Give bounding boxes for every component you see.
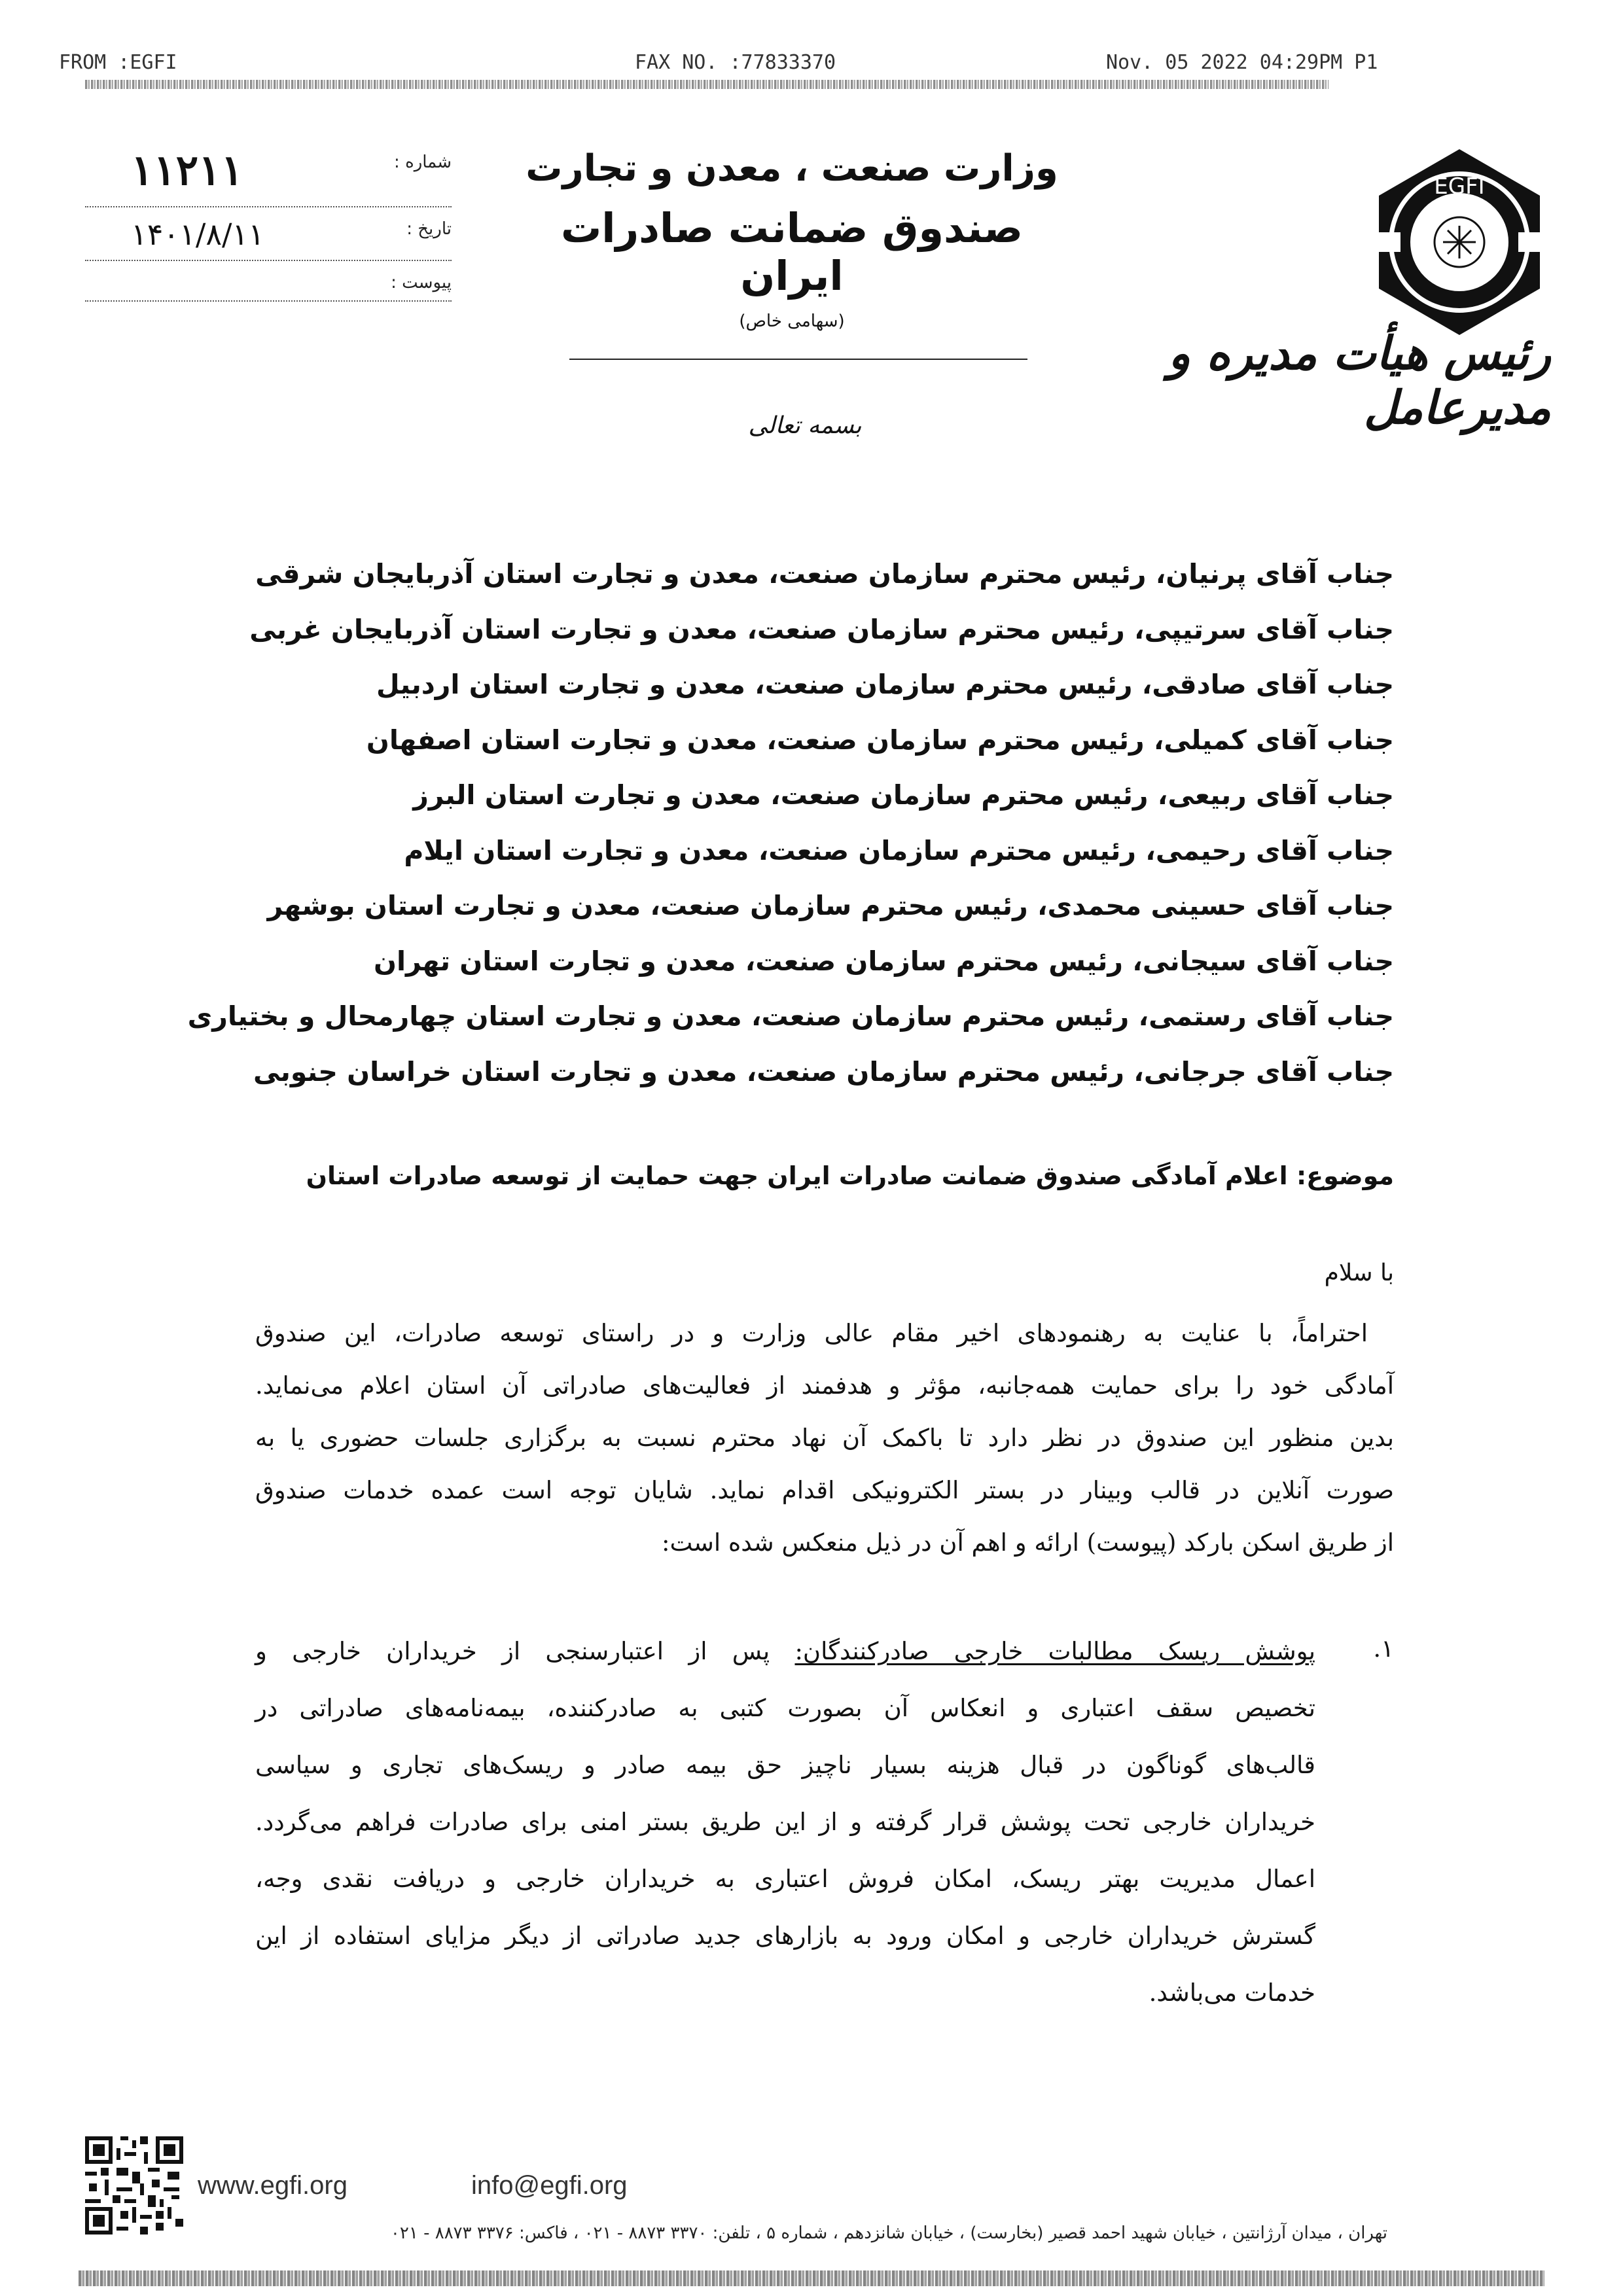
body-line: احتراماً، با عنایت به رهنمودهای اخیر مقام عالی وزارت و در راستای توسعه صادرات، این صندوق [255,1319,1368,1347]
list-line-first [255,1623,1315,1680]
list-line: خریداران خارجی تحت پوشش قرار گرفته و از این طریق بستر امنی برای صادرات فراهم می‌گردد. [255,1808,1315,1836]
list-item-heading: پوشش ریسک مطالبات خارجی صادرکنندگان: [794,1637,1315,1665]
letterhead [524,147,1060,331]
letter-attachment-label: پیوست : [391,273,452,292]
fax-date-page: Nov. 05 2022 04:29PM P1 [1106,51,1378,74]
header-divider [569,359,1027,360]
list-number: ۱. [1373,1634,1394,1663]
list-line-rest: پس از اعتبارسنجی از خریداران خارجی و [255,1637,795,1665]
list-line: تخصیص سقف اعتباری و انعکاس آن بصورت کتبی به صادرکننده، بیمه‌نامه‌های صادراتی در [255,1694,1315,1722]
qr-code-icon [85,2136,183,2234]
letter-number-label: شماره : [394,152,452,172]
letter-number-row [85,141,452,207]
list-line: اعمال مدیریت بهتر ریسک، امکان فروش اعتباری به خریداران خارجی و دریافت نقدی وجه، [255,1865,1315,1893]
footer-address: تهران ، میدان آرژانتین ، خیابان شهید احمد قصیر (بخارست) ، خیابان شانزدهم ، شماره ۵ ، تلفن: ۳۳۷۰ ۸۸۷۳ - ۰۲۱ ، فاکس: ۳۳۷۶ ۸۸۷۳ - ۰۲۱ [390,2223,1387,2243]
letter-date-label: تاریخ : [406,219,452,239]
letter-attachment-row [85,261,452,302]
recipient-line: جناب آقای سرتیپی، رئیس محترم سازمان صنعت، معدن و تجارت استان آذربایجان غربی [249,613,1394,645]
recipient-line: جناب آقای حسینی محمدی، رئیس محترم سازمان صنعت، معدن و تجارت استان بوشهر [267,890,1394,921]
letter-date-value: ۱۴۰۱/۸/۱۱ [131,217,264,252]
footer-email: info@egfi.org [471,2171,628,2200]
egfi-logo-icon [1361,144,1558,340]
letter-date-row [85,207,452,261]
list-line: قالب‌های گوناگون در قبال هزینه بسیار ناچیز حق بیمه صادر و ریسک‌های تجاری و سیاسی [255,1751,1315,1779]
list-line: خدمات می‌باشد. [1149,1979,1315,2007]
fax-from: FROM :EGFI [59,51,177,74]
body-line: بدین منظور این صندوق در نظر دارد تا باکمک آن نهاد محترم نسبت به برگزاری جلسات حضوری یا به [255,1424,1394,1452]
letter-meta [85,141,452,302]
footer-website: www.egfi.org [198,2171,348,2200]
fax-noise-bottom [79,2270,1544,2286]
list-item-text [255,1623,1315,2021]
body-paragraph [255,1307,1394,1569]
ministry-name: وزارت صنعت ، معدن و تجارت [526,147,1058,190]
letter-subject: موضوع: اعلام آمادگی صندوق ضمانت صادرات ایران جهت حمایت از توسعه صادرات استان [306,1161,1394,1190]
body-line: صورت آنلاین در قالب وبینار در بستر الکترونیکی اقدام نماید. شایان توجه است عمده خدمات صندوق [255,1476,1394,1504]
recipient-line: جناب آقای ربیعی، رئیس محترم سازمان صنعت، معدن و تجارت استان البرز [413,779,1394,811]
body-line: از طریق اسکن بارکد (پیوست) ارائه و اهم آن در ذیل منعکس شده است: [662,1528,1394,1557]
letter-number-value: ۱۱۲۱۱ [131,146,243,195]
recipient-line: جناب آقای رحیمی، رئیس محترم سازمان صنعت، معدن و تجارت استان ایلام [404,834,1394,866]
fax-noise-band [85,80,1329,89]
salutation: با سلام [1324,1260,1394,1286]
recipient-line: جناب آقای رستمی، رئیس محترم سازمان صنعت، معدن و تجارت استان چهارمحال و بختیاری [187,1000,1394,1032]
company-type: (سهامی خاص) [739,311,845,331]
recipient-line: جناب آقای سیجانی، رئیس محترم سازمان صنعت، معدن و تجارت استان تهران [373,945,1394,977]
fax-number: FAX NO. :77833370 [635,51,836,74]
recipient-line: جناب آقای صادقی، رئیس محترم سازمان صنعت، معدن و تجارت استان اردبیل [376,669,1394,700]
fund-name: صندوق ضمانت صادرات ایران [560,204,1024,300]
list-line: گسترش خریداران خارجی و امکان ورود به بازارهای جدید صادراتی از دیگر مزایای استفاده از این [255,1922,1315,1950]
basmala: بسمه تعالی [748,412,862,439]
logo-text: EGFI [1434,173,1485,200]
recipient-line: جناب آقای پرنیان، رئیس محترم سازمان صنعت، معدن و تجارت استان آذربایجان شرقی [255,558,1394,590]
recipient-line: جناب آقای جرجانی، رئیس محترم سازمان صنعت، معدن و تجارت استان خراسان جنوبی [253,1055,1394,1087]
signatory-title: رئیس هیأت مدیره و مدیرعامل [1168,326,1551,434]
recipient-line: جناب آقای کمیلی، رئیس محترم سازمان صنعت، معدن و تجارت استان اصفهان [366,724,1394,756]
body-line: آمادگی خود را برای حمایت همه‌جانبه، مؤثر و هدفمند از فعالیت‌های صادراتی آن استان اعلام می‌نماید. [255,1371,1394,1400]
recipient-list [187,546,1394,1099]
fax-header [0,51,1623,80]
